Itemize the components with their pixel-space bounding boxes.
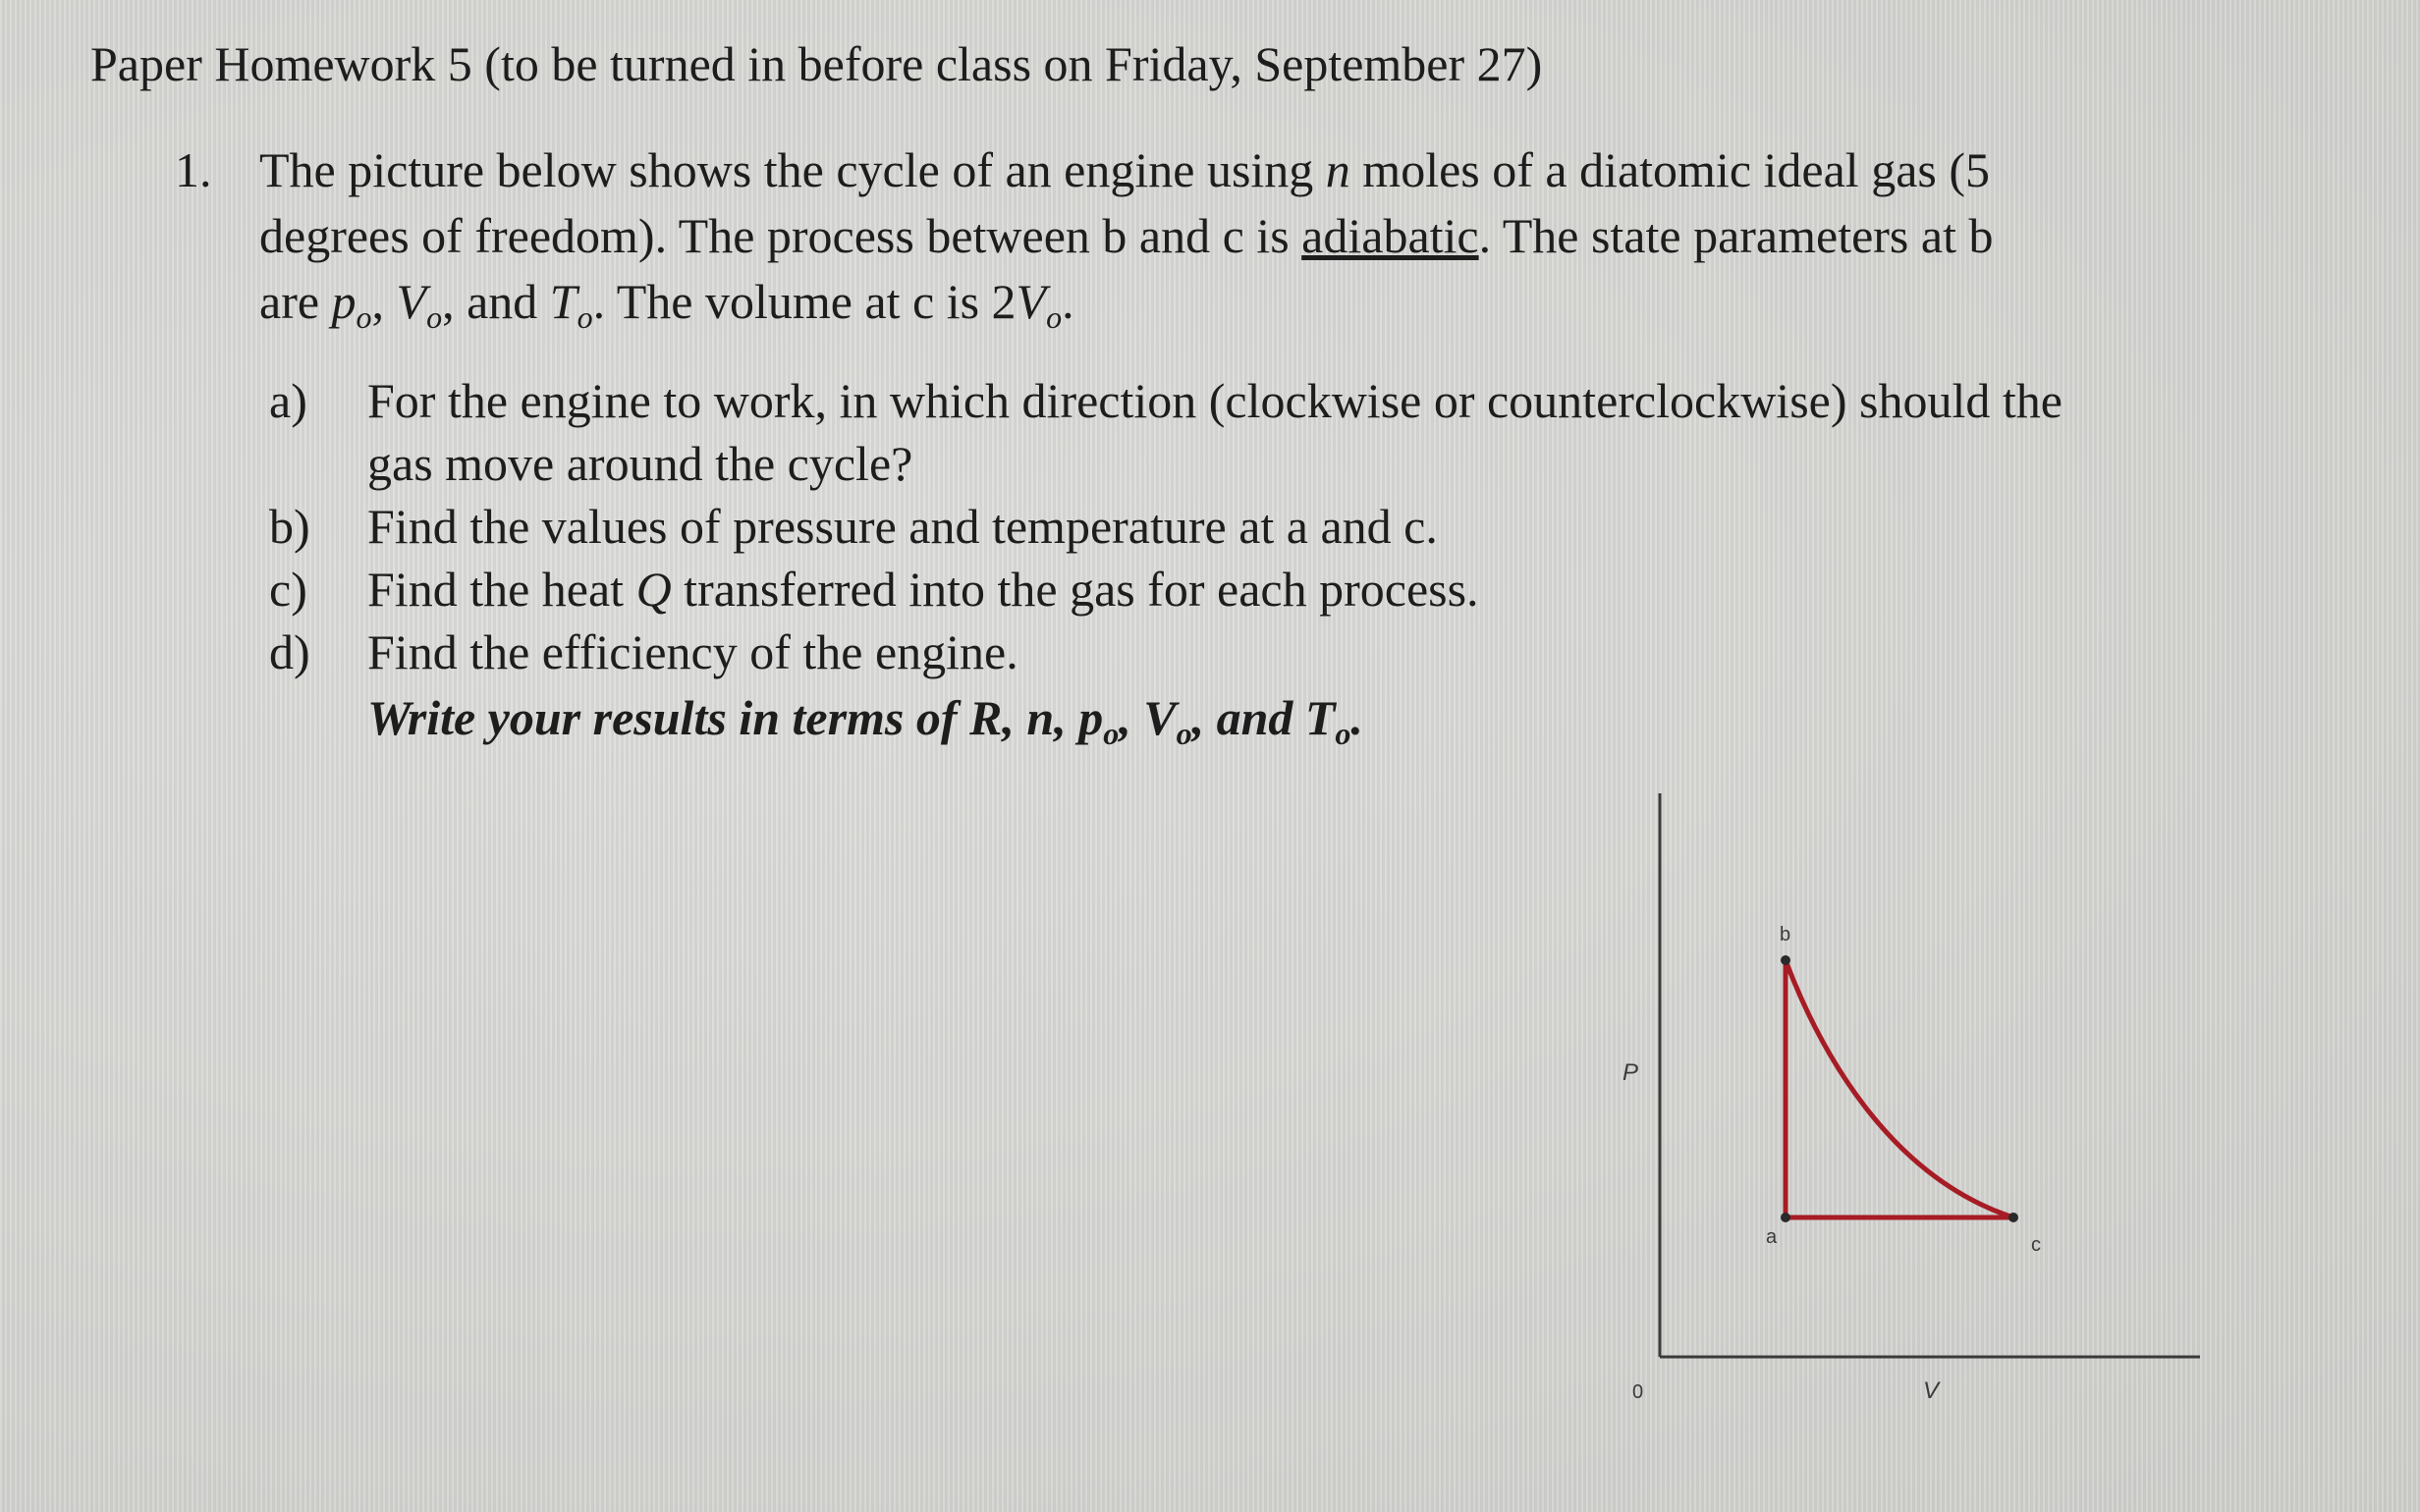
point-label-a: a: [1766, 1226, 1778, 1248]
subscript-o: o: [1176, 716, 1192, 751]
intro-line-1: [259, 137, 2243, 203]
sub-question-label: b): [269, 499, 310, 554]
sub-question-label: c): [269, 562, 307, 617]
subscript-o: o: [1046, 299, 1063, 335]
sub-questions: [269, 369, 2253, 752]
var-T: T: [549, 274, 578, 329]
sub-question-fragment: transferred into the gas for each process.: [671, 562, 1479, 617]
problem-intro: [259, 137, 2243, 335]
sub-question-fragment: Find the heat: [367, 562, 636, 617]
var-p: p: [1078, 690, 1104, 745]
instruction-text: .: [1350, 690, 1363, 745]
subscript-o: o: [426, 299, 443, 335]
intro-text: The picture below shows the cycle of an engine using: [259, 142, 1326, 197]
point-label-c: c: [2031, 1234, 2041, 1256]
sub-question-text: Find the values of pressure and temperature at a and c.: [367, 499, 1438, 554]
axis-label-p: P: [1622, 1059, 1639, 1086]
page-title: Paper Homework 5 (to be turned in before class on Friday, September 27): [90, 36, 1543, 91]
intro-text: degrees of freedom). The process between b and c is: [259, 208, 1302, 263]
instruction-text: Write your results in terms of R, n,: [367, 690, 1079, 745]
intro-text: . The state parameters at b: [1478, 208, 1994, 263]
subscript-o: o: [1335, 716, 1351, 751]
cycle-segment-b-c-adiabat: [1786, 960, 2013, 1217]
var-V: V: [396, 274, 427, 329]
var-T: T: [1304, 690, 1336, 745]
intro-text: ,: [371, 274, 397, 329]
axis-label-v: V: [1923, 1377, 1940, 1404]
subscript-o: o: [1103, 716, 1120, 751]
point-label-b: b: [1780, 924, 1791, 945]
sub-question-a: [269, 369, 2253, 495]
problem-number: 1.: [175, 142, 212, 197]
intro-text: . The volume at c is 2: [592, 274, 1017, 329]
state-point-b: [1781, 955, 1790, 965]
intro-text: , and: [442, 274, 550, 329]
var-n: n: [1325, 142, 1350, 197]
sub-question-text: For the engine to work, in which direction (clockwise or counterclockwise) should the: [367, 373, 2062, 428]
intro-text: .: [1062, 274, 1074, 329]
state-point-a: [1781, 1213, 1790, 1222]
sub-question-text: [367, 558, 2253, 621]
subscript-o: o: [577, 299, 593, 335]
sub-question-label: d): [269, 624, 310, 679]
var-Q: Q: [635, 562, 672, 617]
sub-question-text: Find the efficiency of the engine.: [367, 624, 1018, 679]
adiabatic-underlined: adiabatic: [1301, 208, 1479, 263]
intro-text: moles of a diatomic ideal gas (5: [1349, 142, 1990, 197]
intro-line-2: [259, 203, 2243, 269]
state-point-c: [2008, 1213, 2018, 1222]
var-p: p: [331, 274, 357, 329]
instruction-text: , and: [1191, 690, 1305, 745]
sub-question-b: [269, 495, 2253, 558]
var-V: V: [1143, 690, 1177, 745]
origin-label: 0: [1632, 1381, 1644, 1403]
intro-line-3: [259, 269, 2243, 335]
pv-diagram: [1611, 785, 2220, 1414]
instruction-text: ,: [1119, 690, 1144, 745]
intro-text: are: [259, 274, 332, 329]
sub-question-text: gas move around the cycle?: [367, 436, 913, 491]
sub-question-label: a): [269, 373, 307, 428]
sub-question-c: [269, 558, 2253, 621]
pv-diagram-svg: [1611, 785, 2220, 1414]
var-V: V: [1016, 274, 1047, 329]
sub-question-d: [269, 621, 2253, 683]
subscript-o: o: [356, 299, 372, 335]
instruction-line: [269, 683, 2253, 752]
